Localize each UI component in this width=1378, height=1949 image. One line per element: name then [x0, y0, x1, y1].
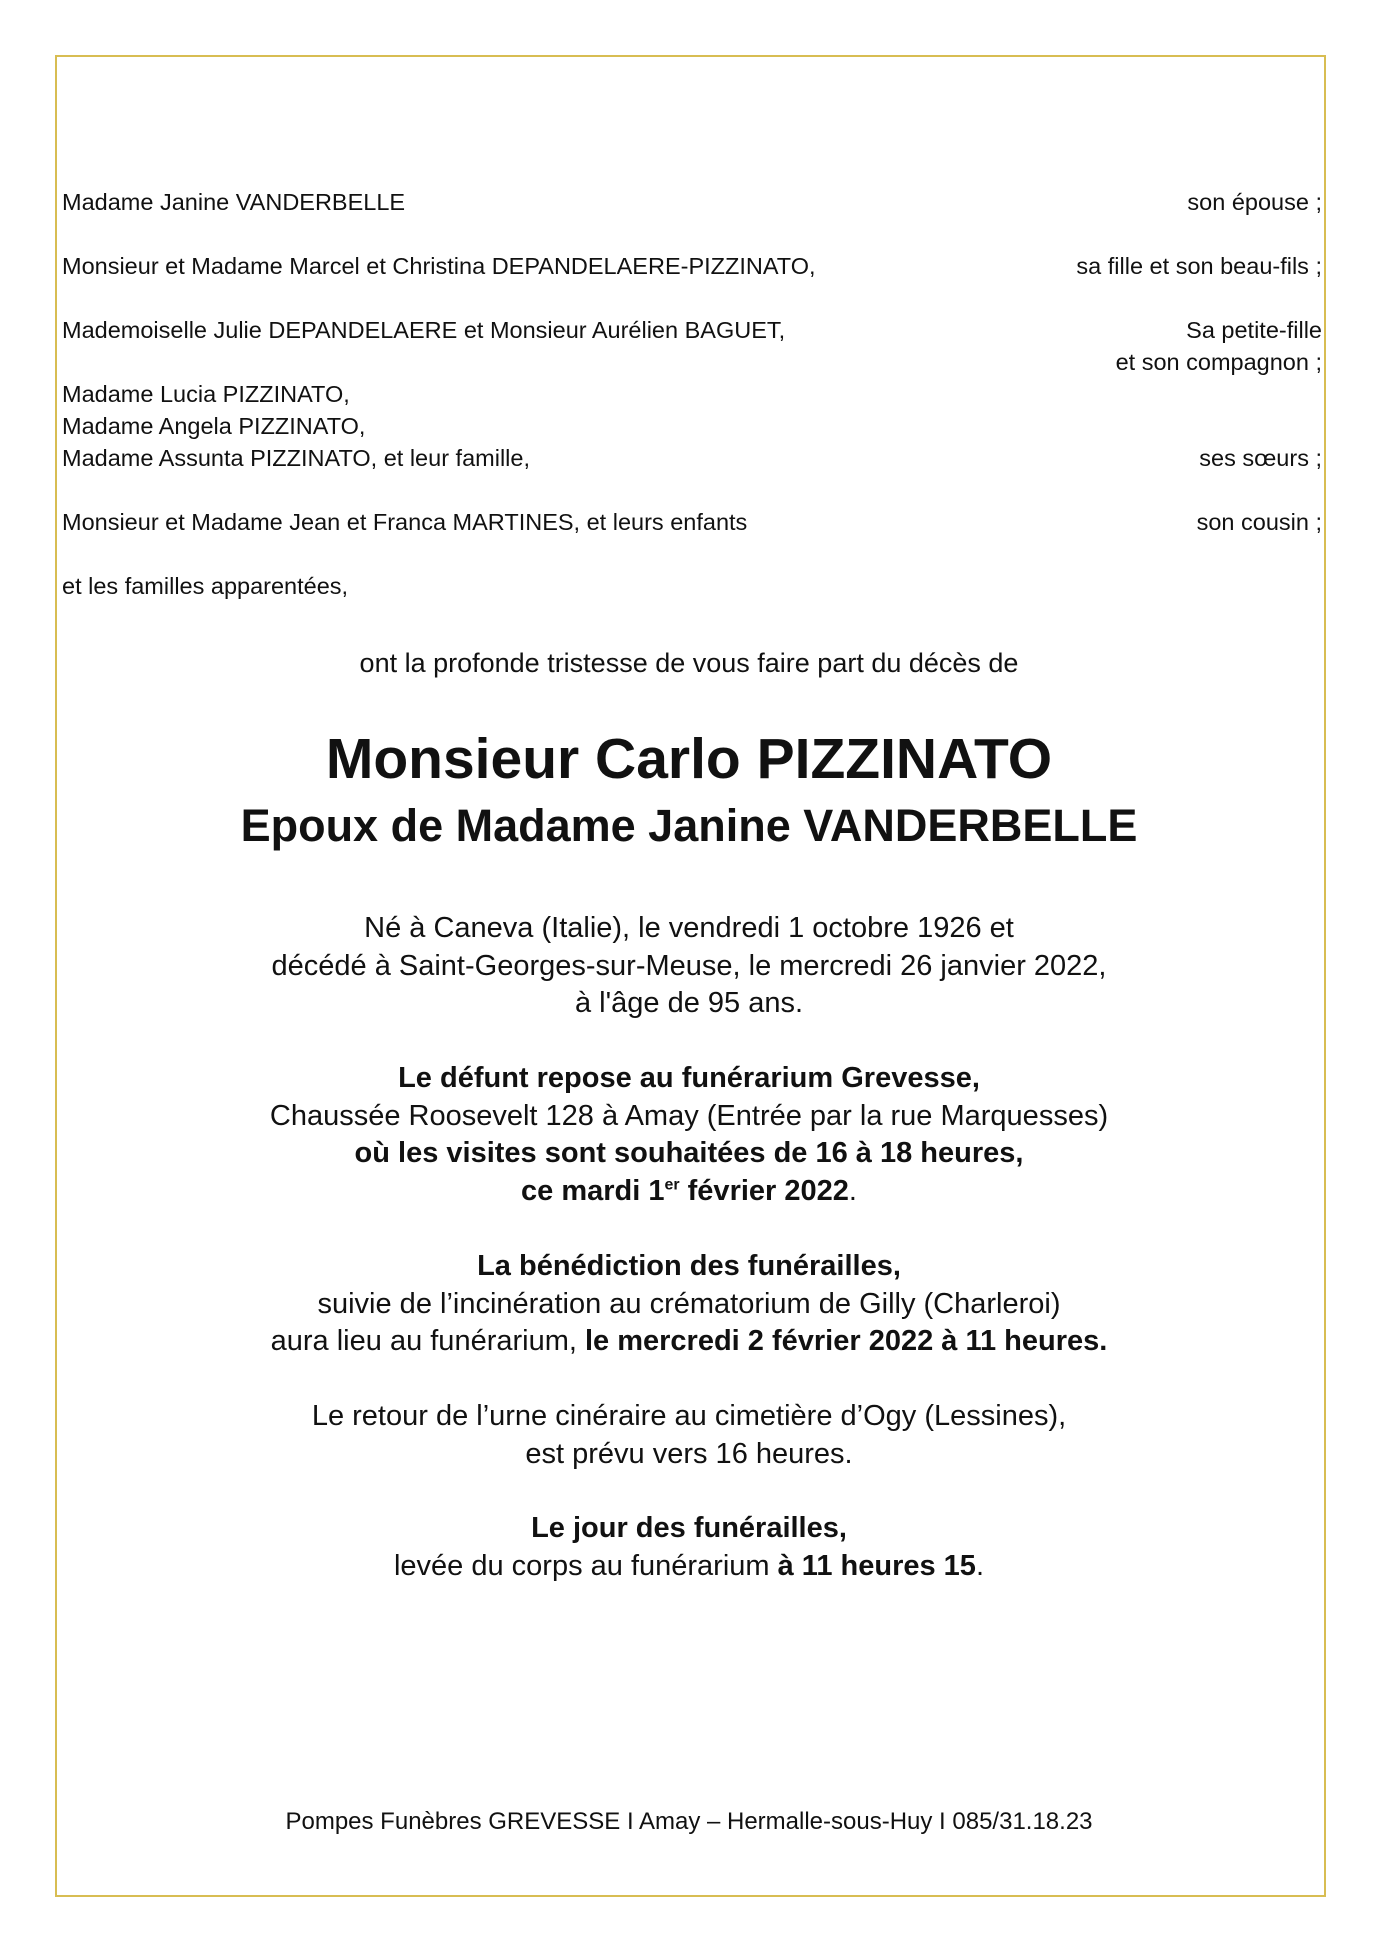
deceased-name: Monsieur Carlo PIZZINATO [325, 727, 1053, 791]
body-departure-line [0, 1548, 1378, 1586]
ceremony-heading: La bénédiction des funérailles, [477, 1250, 901, 1282]
visitation-heading: Le défunt repose au funérarium Grevesse, [398, 1062, 980, 1094]
funeral-day-details [0, 1510, 1378, 1585]
visitation-date-end: . [848, 1174, 857, 1207]
family-row [62, 314, 1322, 378]
ceremony-datetime: le mercredi 2 février 2022 à 11 heures. [584, 1325, 1108, 1357]
visitation-details [0, 1060, 1378, 1210]
family-relation: son épouse ; [1187, 189, 1322, 215]
family-member-name: Madame Lucia PIZZINATO, Madame Angela PIZZINATO, Madame Assunta PIZZINATO, et leur famille, [62, 381, 530, 471]
family-row [62, 378, 1322, 474]
family-row [62, 186, 1322, 218]
ceremony-time-line [0, 1323, 1378, 1361]
ceremony-details [0, 1248, 1378, 1361]
family-member-name: Monsieur et Madame Marcel et Christina DEPANDELAERE-PIZZINATO, [62, 253, 816, 279]
visitation-address: Chaussée Roosevelt 128 à Amay (Entrée par la rue Marquesses) [269, 1099, 1109, 1132]
age-line: à l'âge de 95 ans. [574, 987, 804, 1019]
family-relation: sa fille et son beau-fils ; [1076, 253, 1322, 279]
funeral-home-footer: Pompes Funèbres GREVESSE I Amay – Hermalle-sous-Huy I 085/31.18.23 [285, 1808, 1093, 1835]
deceased-spouse-line: Epoux de Madame Janine VANDERBELLE [240, 800, 1138, 851]
urn-line: Le retour de l’urne cinéraire au cimetière d’Ogy (Lessines), [311, 1400, 1067, 1432]
urn-details [0, 1398, 1378, 1473]
family-list [62, 186, 1322, 602]
family-row [62, 570, 1322, 602]
urn-time-line: est prévu vers 16 heures. [525, 1437, 853, 1470]
family-row [62, 506, 1322, 538]
family-member-name: et les familles apparentées, [62, 573, 349, 599]
death-line: décédé à Saint-Georges-sur-Meuse, le mercredi 26 janvier 2022, [271, 949, 1107, 982]
departure-location: levée du corps au funérarium [393, 1549, 778, 1582]
family-relation: son cousin ; [1196, 509, 1322, 535]
departure-time: à 11 heures 15 [777, 1549, 976, 1582]
family-row [62, 250, 1322, 282]
family-member-name: Mademoiselle Julie DEPANDELAERE et Monsieur Aurélien BAGUET, [62, 317, 786, 343]
cremation-line: suivie de l’incinération au crématorium de Gilly (Charleroi) [317, 1287, 1061, 1320]
visitation-date-suffix: février 2022 [679, 1174, 849, 1207]
family-member-name: Monsieur et Madame Jean et Franca MARTINES, et leurs enfants [62, 509, 748, 535]
departure-end: . [975, 1549, 985, 1582]
visitation-date [0, 1173, 1378, 1211]
visitation-date-sup: er [664, 1175, 680, 1193]
family-relation: ses sœurs ; [1199, 445, 1322, 471]
birth-death-details [0, 910, 1378, 1023]
visitation-date-prefix: ce mardi 1 [521, 1174, 665, 1207]
announcement-intro: ont la profonde tristesse de vous faire part du décès de [359, 648, 1019, 678]
ceremony-location: aura lieu au funérarium, [270, 1325, 585, 1357]
family-relation: Sa petite-fille et son compagnon ; [1115, 317, 1322, 375]
family-member-name: Madame Janine VANDERBELLE [62, 189, 406, 215]
funeral-day-heading: Le jour des funérailles, [531, 1512, 847, 1544]
visitation-hours: où les visites sont souhaitées de 16 à 18 heures, [354, 1137, 1024, 1169]
birth-line: Né à Caneva (Italie), le vendredi 1 octobre 1926 et [364, 912, 1014, 944]
